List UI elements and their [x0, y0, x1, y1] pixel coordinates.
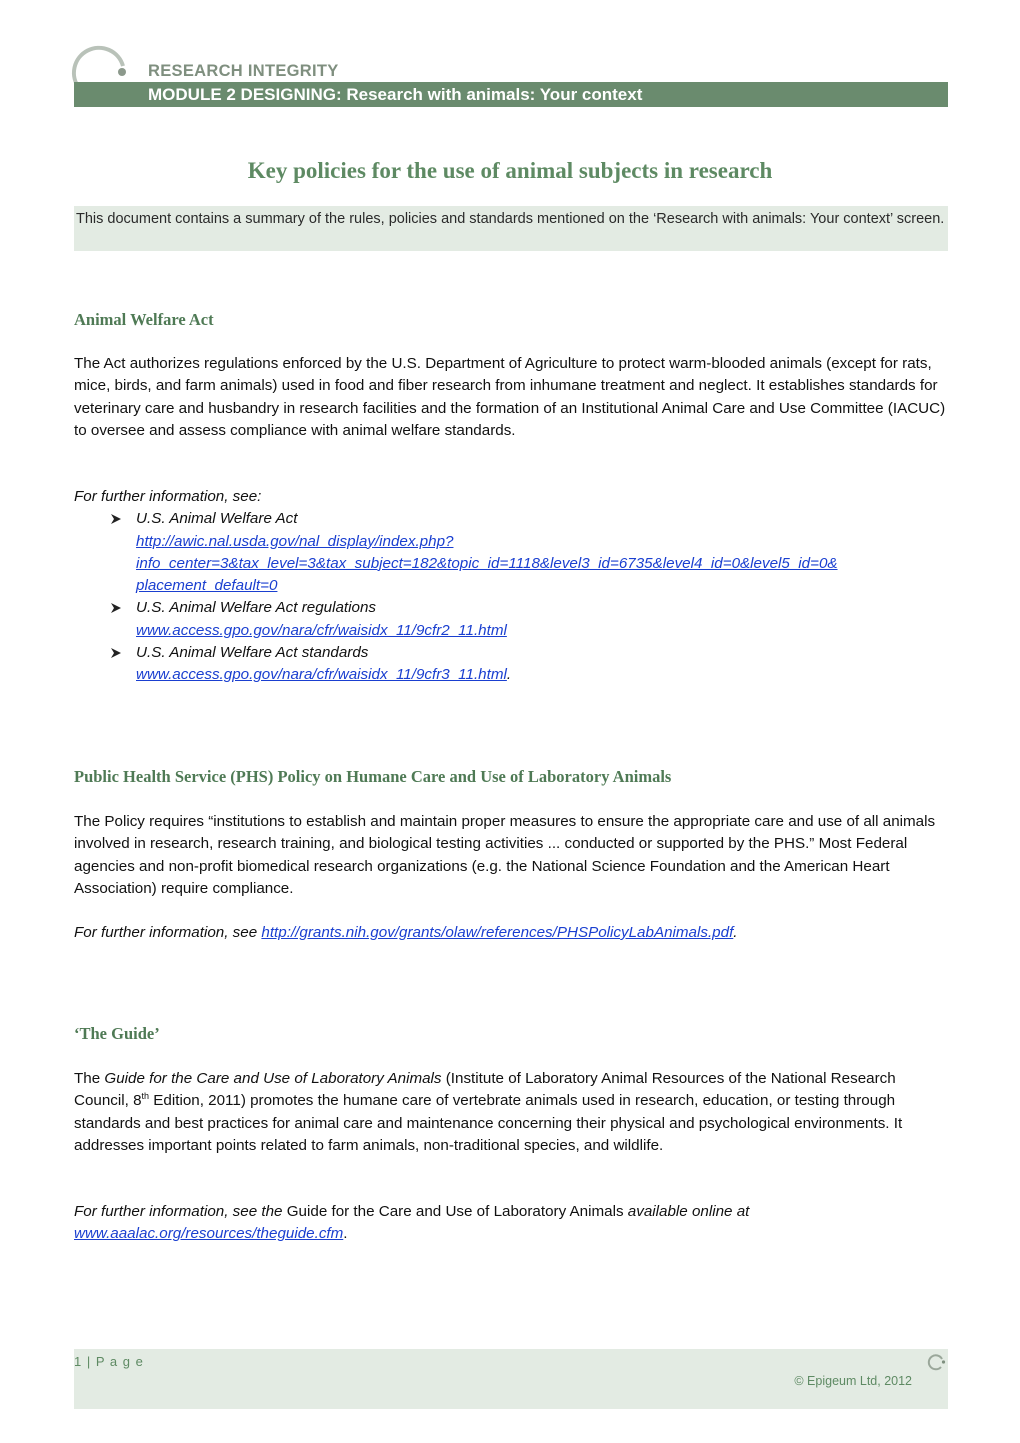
body-text-part: (Institute of Laboratory Animal Resources of the National Research Council, 8 [74, 1070, 896, 1110]
module-banner-text [148, 85, 642, 105]
further-info-label: For further information, see: [74, 488, 262, 505]
section-heading-animal-welfare-act: Animal Welfare Act [74, 310, 214, 329]
link-line: placement_default=0 [136, 577, 278, 595]
further-info-animal-welfare-act [74, 486, 948, 687]
arrow-bullet-icon [110, 647, 122, 659]
link-line: info_center=3&tax_level=3&tax_subject=182&topic_id=1118&level3_id=6735&level4_id=0&level5_id=0& [136, 554, 838, 572]
trailing-period: . [733, 924, 738, 941]
further-info-label: For further information, see the [74, 1203, 287, 1220]
trailing-period: . [343, 1225, 348, 1243]
ordinal-suffix: th [141, 1091, 150, 1102]
list-item [74, 508, 948, 597]
section-body-phs-policy [74, 811, 948, 900]
list-item [74, 642, 948, 687]
reference-label: U.S. Animal Welfare Act [136, 510, 298, 528]
page-footer [74, 1349, 948, 1409]
section-heading-the-guide: ‘The Guide’ [74, 1024, 160, 1043]
reference-label: U.S. Animal Welfare Act standards [136, 644, 369, 662]
page-number [74, 1354, 144, 1369]
section-body-the-guide [74, 1068, 948, 1157]
section-heading-phs-policy: Public Health Service (PHS) Policy on Humane Care and Use of Laboratory Animals [74, 767, 672, 786]
body-text-part: Edition, 2011) promotes the humane care of vertebrate animals used in research, education, or testing through standards and best practices for animal care and maintenance concerning their physical and psychological environments. It addresses important points related to farm animals, non-traditional species, and wildlife. [74, 1092, 903, 1154]
reference-link-regulations[interactable]: www.access.gpo.gov/nara/cfr/waisidx_11/9cfr2_11.html [136, 621, 507, 639]
reference-link-standards[interactable]: www.access.gpo.gov/nara/cfr/waisidx_11/9cfr3_11.html [136, 666, 507, 684]
arrow-bullet-icon [110, 602, 122, 614]
document-title: Key policies for the use of animal subjects in research [247, 158, 773, 183]
body-text-part: The [74, 1070, 105, 1087]
guide-title: Guide for the Care and Use of Laboratory Animals [286, 1203, 624, 1220]
reference-link-awa[interactable] [136, 533, 838, 595]
guide-title-italic: Guide for the Care and Use of Laboratory Animals [104, 1070, 442, 1087]
intro-box [74, 206, 948, 251]
module-label: MODULE 2 DESIGNING: [148, 85, 342, 104]
section-body-animal-welfare-act [74, 353, 948, 442]
reference-list [74, 508, 948, 686]
module-banner [74, 82, 948, 107]
trailing-period: . [506, 666, 512, 684]
page-label: | P a g e [82, 1354, 144, 1369]
phs-policy-link[interactable]: http://grants.nih.gov/grants/olaw/references/PHSPolicyLabAnimals.pdf [261, 924, 734, 941]
body-text: The Policy requires “institutions to establish and maintain proper measures to ensure the appropriate care and use of all animals involved in research, research training, and biological testing activities ... conducted or supported by the PHS.” Most Federal agencies and non-profit biomedical research organizations (e.g. the National Science Foundation and the American Heart Association) require compliance. [74, 813, 936, 897]
copyright: © Epigeum Ltd, 2012 [794, 1374, 912, 1388]
further-info-label: For further information, see [74, 924, 262, 941]
list-item [74, 597, 948, 642]
further-info-suffix: available online at [623, 1203, 750, 1220]
body-text: The Act authorizes regulations enforced by the U.S. Department of Agriculture to protect warm-blooded animals (except for rats, mice, birds, and farm animals) used in food and fiber research from inhumane treatment and neglect. It establishes standards for veterinary care and husbandry in research facilities and the formation of an Institutional Animal Care and Use Committee (IACUC) to oversee and assess compliance with animal welfare standards. [74, 355, 946, 439]
intro-text: This document contains a summary of the rules, policies and standards mentioned on the ‘Research with animals: Your context’ screen. [76, 211, 945, 227]
aaalac-guide-link[interactable]: www.aaalac.org/resources/theguide.cfm [74, 1225, 344, 1243]
arrow-bullet-icon [110, 513, 122, 525]
further-info-phs-policy [74, 922, 948, 944]
module-subtitle: Research with animals: Your context [346, 85, 643, 104]
reference-label: U.S. Animal Welfare Act regulations [136, 599, 377, 617]
body-text [74, 1068, 948, 1157]
link-line: http://awic.nal.usda.gov/nal_display/index.php? [136, 532, 454, 550]
footer-logo-icon [926, 1353, 946, 1371]
brand-name: RESEARCH INTEGRITY [148, 62, 339, 80]
page-number-value: 1 [74, 1354, 83, 1369]
further-info-the-guide [74, 1201, 948, 1246]
